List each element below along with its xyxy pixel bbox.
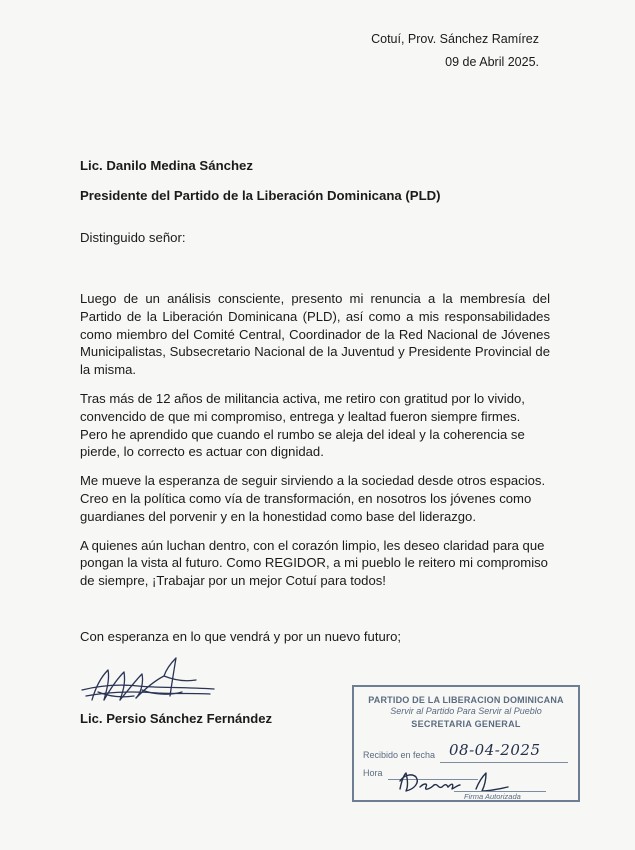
stamp-received-line [440, 762, 568, 763]
place-line: Cotuí, Prov. Sánchez Ramírez [371, 32, 539, 46]
stamp-received-label: Recibido en fecha [363, 750, 436, 760]
reception-stamp [352, 685, 580, 802]
body-paragraph-3: Me mueve la esperanza de seguir sirviendo a la sociedad desde otros espacios. Creo en la política como vía de transformación, en nosotros los jóvenes como guardianes del porvenir y en la honestidad como base del liderazgo. [80, 473, 546, 524]
stamp-received-date: 08-04-2025 [449, 741, 541, 759]
stamp-organization: PARTIDO DE LA LIBERACION DOMINICANA [368, 695, 564, 705]
recipient-title: Presidente del Partido de la Liberación Dominicana (PLD) [80, 188, 441, 203]
letter-body [80, 290, 550, 601]
stamp-authorized-label: Firma Autorizada [464, 792, 521, 801]
closing-line: Con esperanza en lo que vendrá y por un nuevo futuro; [80, 629, 402, 644]
body-paragraph-1: Luego de un análisis consciente, presento mi renuncia a la membresía del Partido de la Liberación Dominicana (PLD), así como a mis responsabilidades como miembro del Comité Central, Coordinador de la Red Nacional de Jóvenes Municipalistas, Subsecretario Nacional de la Juventud y Presidente Provincial de la misma. [80, 291, 550, 378]
stamp-hour-label: Hora [363, 768, 383, 778]
salutation: Distinguido señor: [80, 230, 186, 245]
signer-name: Lic. Persio Sánchez Fernández [80, 711, 273, 726]
handwritten-signature [78, 656, 218, 714]
place-date-block [371, 28, 539, 74]
recipient-name: Lic. Danilo Medina Sánchez [80, 158, 253, 173]
date-line: 09 de Abril 2025. [445, 55, 539, 69]
body-paragraph-4: A quienes aún luchan dentro, con el corazón limpio, les deseo claridad para que pongan la vista al futuro. Como REGIDOR, a mi pueblo le reitero mi compromiso de siempre, ¡Trabajar por un mejor Cotuí para todos! [80, 537, 548, 589]
stamp-motto: Servir al Partido Para Servir al Pueblo [390, 706, 542, 716]
stamp-office: SECRETARIA GENERAL [411, 719, 521, 729]
recipient-block [80, 151, 441, 211]
body-paragraph-2: Tras más de 12 años de militancia activa, me retiro con gratitud por lo vivido, convencido de que mi compromiso, entrega y lealtad fueron siempre firmes. Pero he aprendido que cuando el rumbo se aleja del ideal y la coherencia se pierde, lo correcto es actuar con dignidad. [80, 390, 525, 460]
